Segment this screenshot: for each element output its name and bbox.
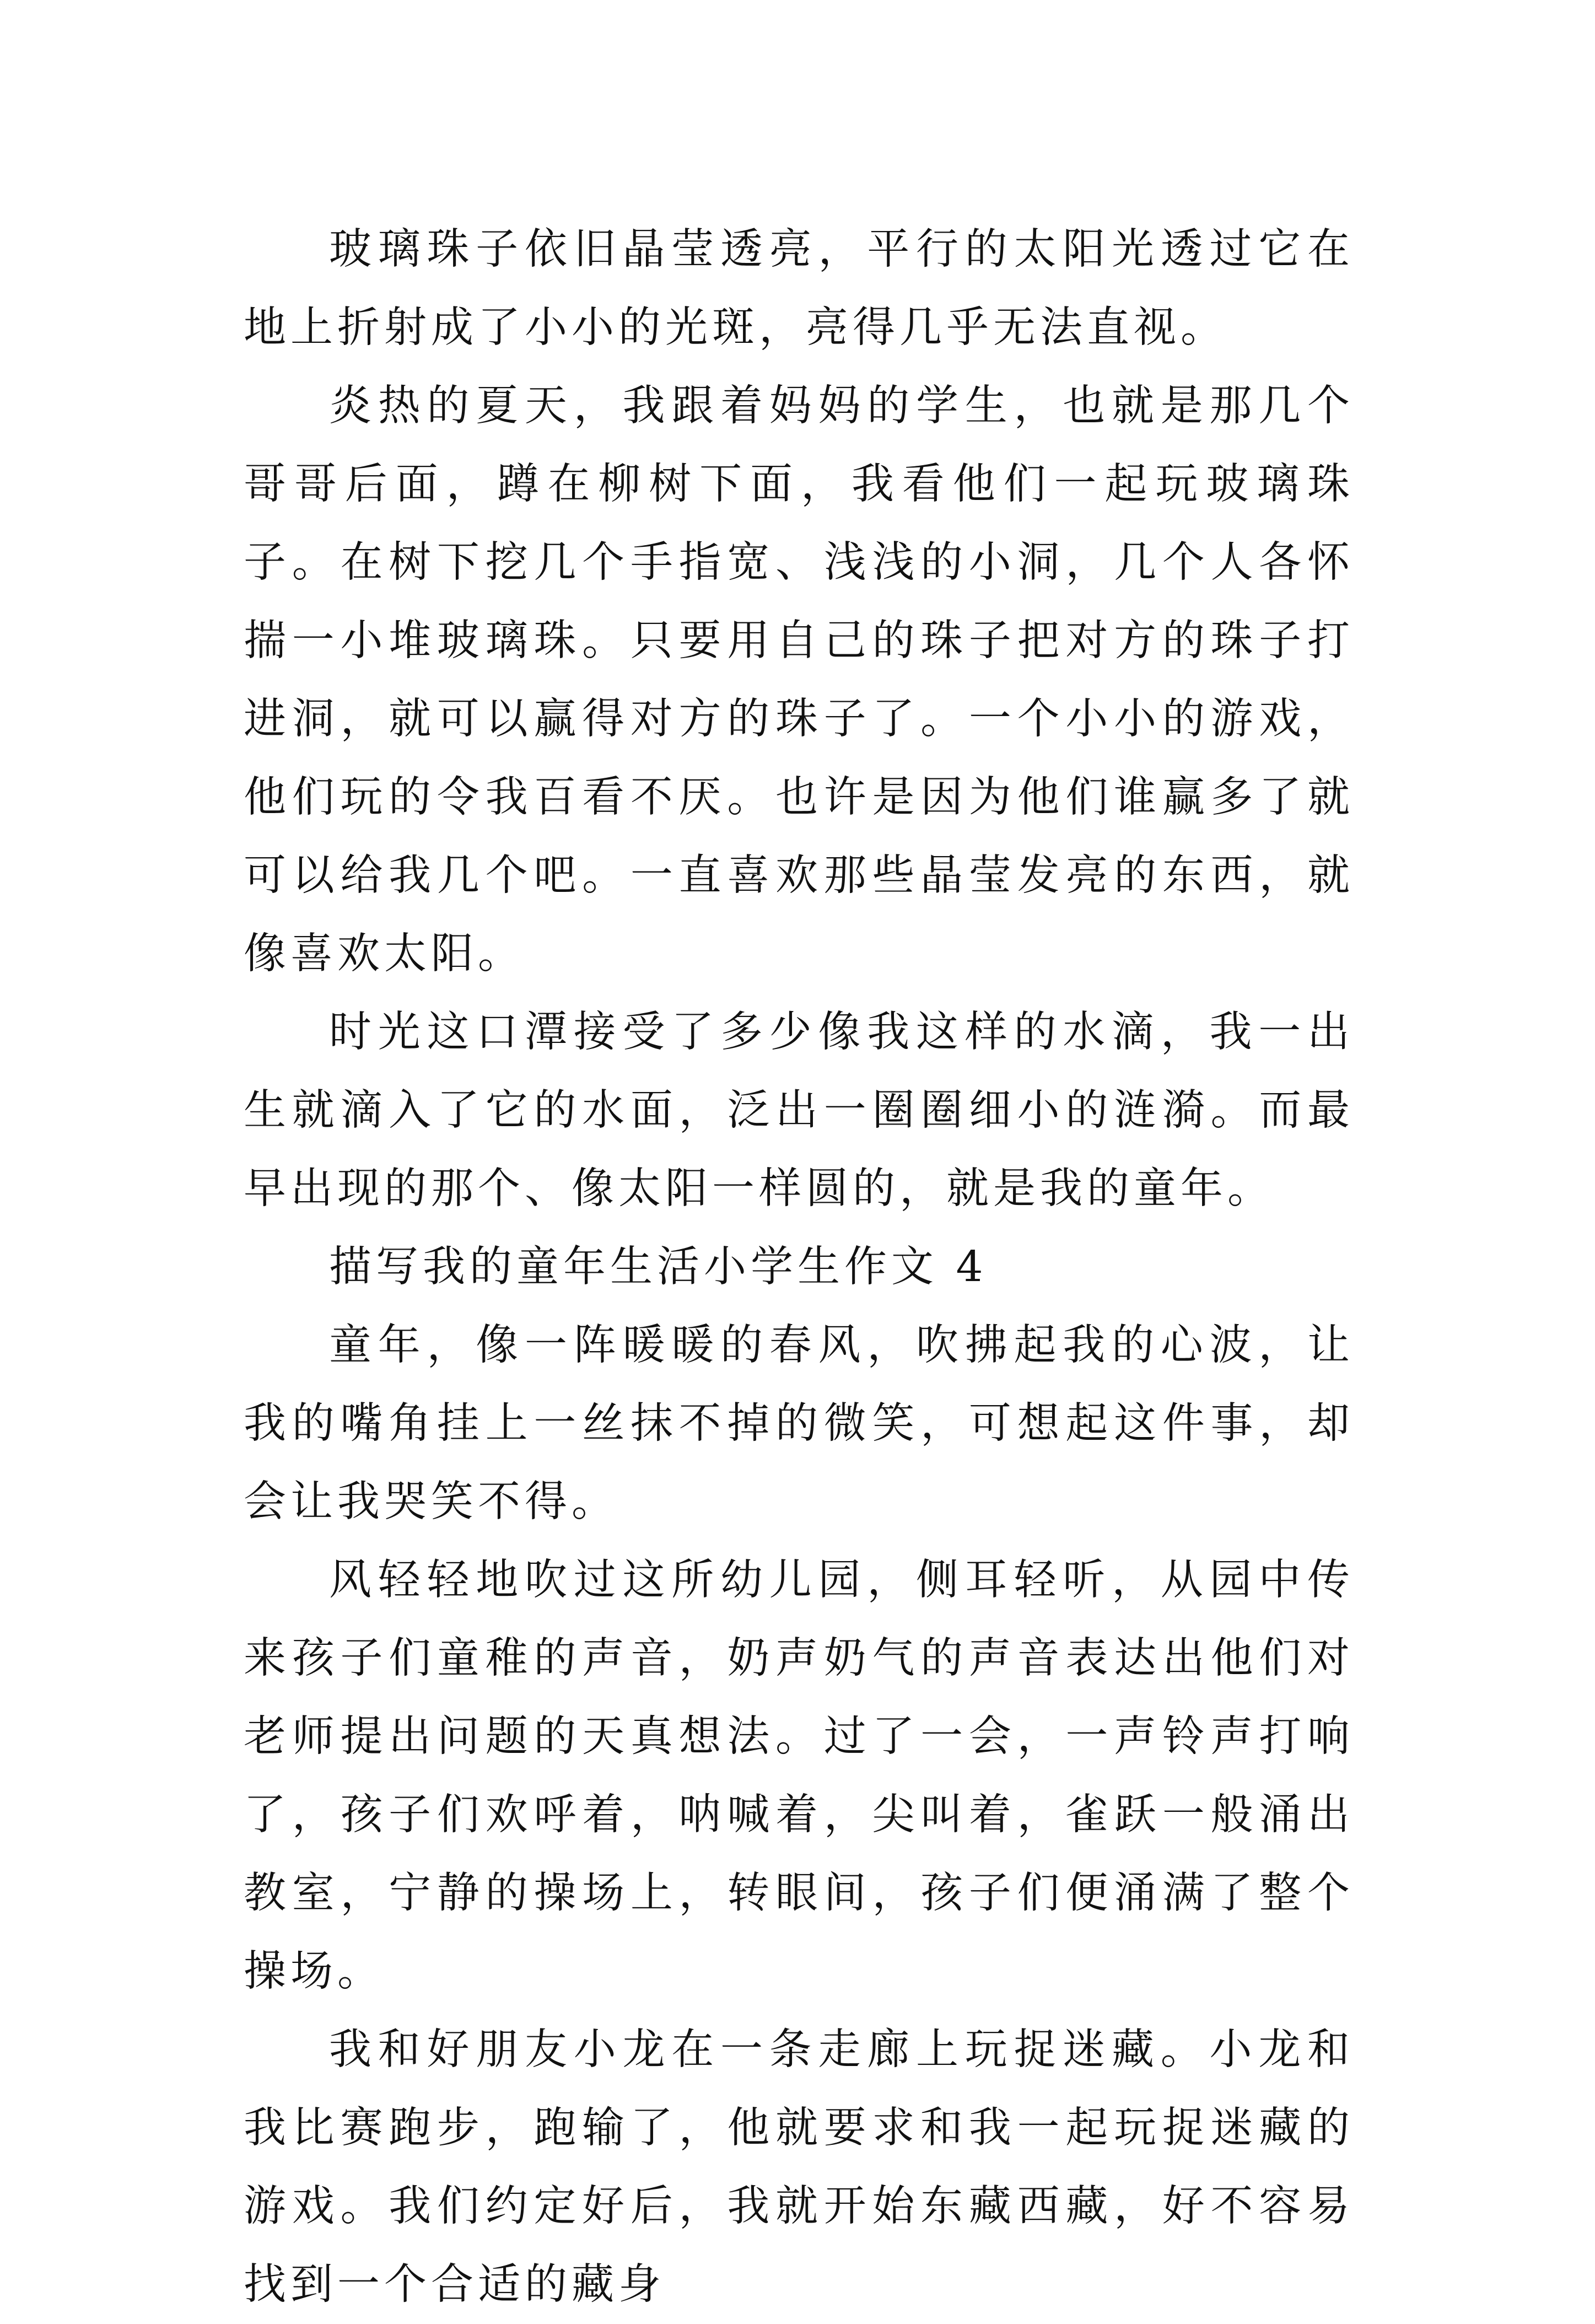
paragraph-2: 炎热的夏天，我跟着妈妈的学生，也就是那几个哥哥后面，蹲在柳树下面，我看他们一起玩玻璃珠子。在树下挖几个手指宽、浅浅的小洞，几个人各怀揣一小堆玻璃珠。只要用自己的珠子把对方的珠子打进洞，就可以赢得对方的珠子了。一个小小的游戏，他们玩的令我百看不厌。也许是因为他们谁赢多了就可以给我几个吧。一直喜欢那些晶莹发亮的东西，就像喜欢太阳。	[244, 381, 1354, 978]
section-title: 描写我的童年生活小学生作文 4	[329, 1242, 988, 1292]
document-body	[244, 211, 1354, 2324]
paragraph-4: 童年，像一阵暖暖的春风，吹拂起我的心波，让我的嘴角挂上一丝抹不掉的微笑，可想起这件事，却会让我哭笑不得。	[244, 1321, 1354, 1526]
paragraph-1: 玻璃珠子依旧晶莹透亮，平行的太阳光透过它在地上折射成了小小的光斑，亮得几乎无法直视。	[244, 225, 1354, 352]
paragraph-5: 风轻轻地吹过这所幼儿园，侧耳轻听，从园中传来孩子们童稚的声音，奶声奶气的声音表达出他们对老师提出问题的天真想法。过了一会，一声铃声打响了，孩子们欢呼着，呐喊着，尖叫着，雀跃一般涌出教室，宁静的操场上，转眼间，孩子们便涌满了整个操场。	[244, 1556, 1354, 1996]
paragraph-6: 我和好朋友小龙在一条走廊上玩捉迷藏。小龙和我比赛跑步，跑输了，他就要求和我一起玩捉迷藏的游戏。我们约定好后，我就开始东藏西藏，好不容易找到一个合适的藏身	[244, 2025, 1354, 2309]
paragraph-3: 时光这口潭接受了多少像我这样的水滴，我一出生就滴入了它的水面，泛出一圈圈细小的涟漪。而最早出现的那个、像太阳一样圆的，就是我的童年。	[244, 1008, 1354, 1213]
